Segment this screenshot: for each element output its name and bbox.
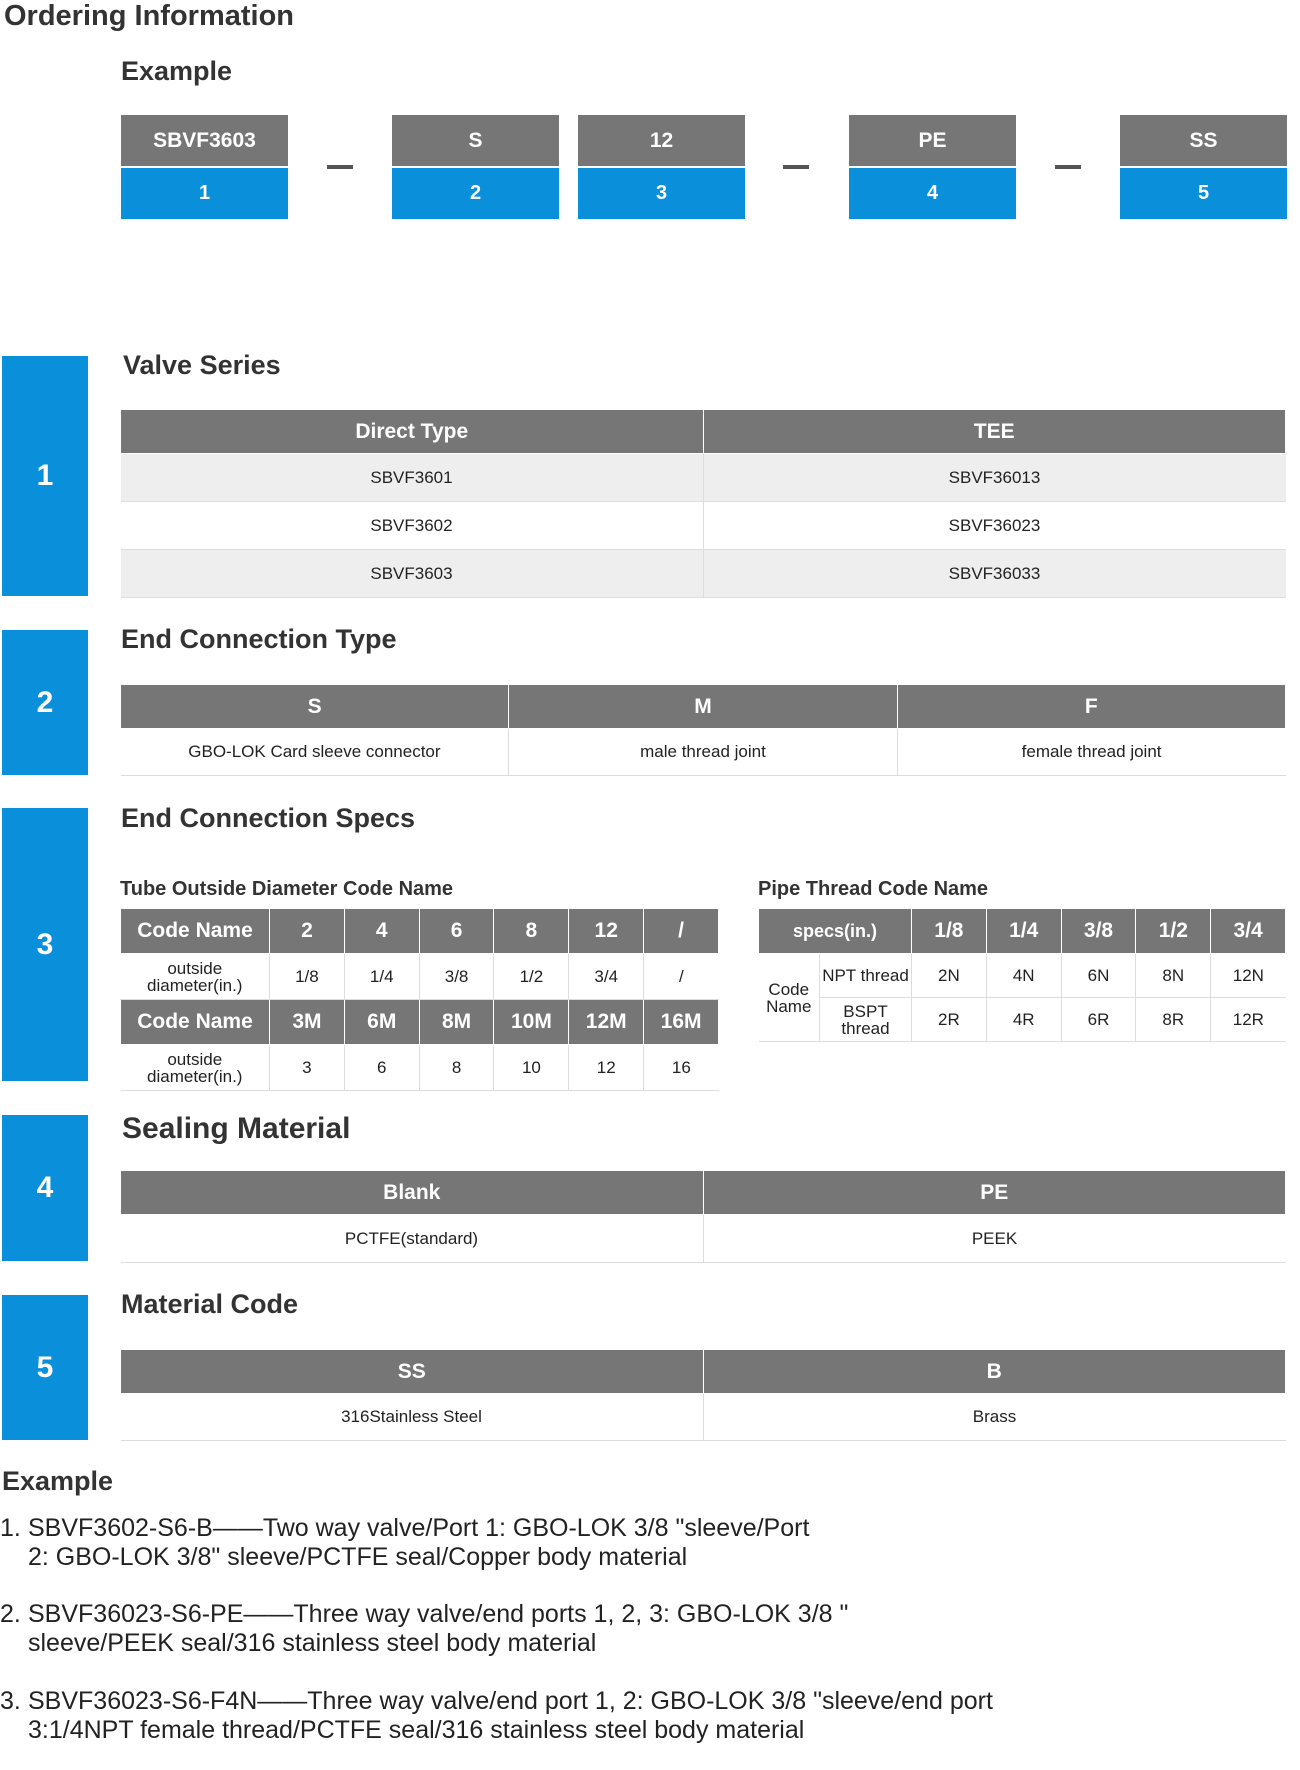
column-header: B [703, 1350, 1286, 1394]
table-cell: 1/4 [344, 954, 419, 1000]
page-title: Ordering Information [4, 0, 294, 32]
table-cell: 4R [986, 998, 1061, 1042]
column-header: / [644, 909, 719, 954]
section-number-1: 1 [2, 356, 88, 596]
example-line: 2: GBO-LOK 3/8" sleeve/PCTFE seal/Copper body material [28, 1543, 688, 1571]
example-code: SBVF3603 [121, 115, 288, 166]
examples-heading: Example [2, 1466, 114, 1496]
section-title-end-connection-specs: End Connection Specs [121, 803, 416, 833]
column-header: Code Name [121, 909, 270, 954]
example-index: 2 [392, 166, 559, 219]
column-header: S [121, 685, 509, 729]
table-cell: SBVF3601 [121, 454, 704, 502]
example-index: 1 [121, 166, 288, 219]
column-header: Direct Type [121, 410, 704, 454]
section-title-sealing-material: Sealing Material [122, 1112, 351, 1145]
table-cell: 3/4 [569, 954, 644, 1000]
example-code-box [392, 115, 559, 219]
column-header: 2 [270, 909, 345, 954]
material-code-table [120, 1349, 1286, 1441]
example-number: 1. [0, 1514, 21, 1542]
table-cell: SBVF36013 [703, 454, 1286, 502]
example-code-box [578, 115, 745, 219]
table-cell: 16 [644, 1045, 719, 1091]
example-code: S [392, 115, 559, 166]
section-number-2: 2 [2, 630, 88, 775]
example-heading: Example [121, 56, 233, 86]
example-line: SBVF36023-S6-F4N——Three way valve/end port 1, 2: GBO-LOK 3/8 "sleeve/end port [28, 1687, 993, 1715]
table-cell: SBVF3603 [121, 550, 704, 598]
table-cell: 316Stainless Steel [121, 1394, 704, 1441]
table-cell: male thread joint [509, 729, 897, 776]
table-cell: female thread joint [897, 729, 1285, 776]
section-number-3: 3 [2, 808, 88, 1081]
separator-dash [1055, 165, 1081, 169]
sealing-material-table [120, 1170, 1286, 1263]
example-number: 3. [0, 1687, 21, 1715]
table-cell: 8 [419, 1045, 494, 1091]
section-title-valve-series: Valve Series [123, 350, 281, 380]
row-label: outside diameter(in.) [121, 1045, 270, 1091]
column-header: 12M [569, 1000, 644, 1045]
table-cell: 8R [1136, 998, 1211, 1042]
column-header: TEE [703, 410, 1286, 454]
row-label: NPT thread [820, 954, 912, 998]
column-header: 10M [494, 1000, 569, 1045]
pipe-thread-table [758, 908, 1286, 1042]
example-code: PE [849, 115, 1016, 166]
column-header: 1/4 [986, 909, 1061, 954]
column-header: M [509, 685, 897, 729]
row-label: outside diameter(in.) [121, 954, 270, 1000]
example-index: 3 [578, 166, 745, 219]
example-code: SS [1120, 115, 1287, 166]
table-cell: 8N [1136, 954, 1211, 998]
table-cell: 6N [1061, 954, 1136, 998]
table-cell: Brass [703, 1394, 1286, 1441]
separator-dash [327, 165, 353, 169]
example-code-box [1120, 115, 1287, 219]
example-line: 3:1/4NPT female thread/PCTFE seal/316 stainless steel body material [28, 1716, 805, 1744]
table-cell: SBVF3602 [121, 502, 704, 550]
table-cell: 12N [1211, 954, 1286, 998]
column-header: Code Name [121, 1000, 270, 1045]
column-header: 3M [270, 1000, 345, 1045]
example-number: 2. [0, 1600, 21, 1628]
example-line: SBVF3602-S6-B——Two way valve/Port 1: GBO-LOK 3/8 "sleeve/Port [28, 1514, 810, 1542]
column-header: specs(in.) [759, 909, 912, 954]
column-header: 12 [569, 909, 644, 954]
row-label: Code Name [759, 954, 820, 1042]
column-header: 1/2 [1136, 909, 1211, 954]
column-header: 8M [419, 1000, 494, 1045]
example-code-box [121, 115, 288, 219]
table-cell: 12 [569, 1045, 644, 1091]
valve-series-table [120, 409, 1286, 598]
example-index: 5 [1120, 166, 1287, 219]
row-label: BSPT thread [820, 998, 912, 1042]
table-cell: 1/2 [494, 954, 569, 1000]
table-cell: 10 [494, 1045, 569, 1091]
table-cell: 1/8 [270, 954, 345, 1000]
column-header: 8 [494, 909, 569, 954]
column-header: SS [121, 1350, 704, 1394]
example-code-box [849, 115, 1016, 219]
section-number-4: 4 [2, 1115, 88, 1261]
column-header: Blank [121, 1171, 704, 1215]
table-cell: PCTFE(standard) [121, 1215, 704, 1263]
example-item [0, 1600, 1060, 1658]
table-cell: SBVF36023 [703, 502, 1286, 550]
table-cell: 2N [912, 954, 987, 998]
section-title-material-code: Material Code [121, 1289, 299, 1319]
section-title-end-connection-type: End Connection Type [121, 624, 397, 654]
table-cell: 6 [344, 1045, 419, 1091]
table-cell: GBO-LOK Card sleeve connector [121, 729, 509, 776]
pipe-table-title: Pipe Thread Code Name [758, 878, 989, 900]
table-cell: 12R [1211, 998, 1286, 1042]
table-cell: 6R [1061, 998, 1136, 1042]
column-header: F [897, 685, 1285, 729]
table-cell: 2R [912, 998, 987, 1042]
section-number-5: 5 [2, 1295, 88, 1440]
end-connection-type-table [120, 684, 1286, 776]
table-cell: SBVF36033 [703, 550, 1286, 598]
separator-dash [783, 165, 809, 169]
example-line: SBVF36023-S6-PE——Three way valve/end ports 1, 2, 3: GBO-LOK 3/8 " [28, 1600, 849, 1628]
column-header: 16M [644, 1000, 719, 1045]
table-cell: 4N [986, 954, 1061, 998]
column-header: 6M [344, 1000, 419, 1045]
column-header: 6 [419, 909, 494, 954]
example-line: sleeve/PEEK seal/316 stainless steel body material [28, 1629, 597, 1657]
column-header: 1/8 [912, 909, 987, 954]
column-header: 3/4 [1211, 909, 1286, 954]
column-header: 4 [344, 909, 419, 954]
tube-table-title: Tube Outside Diameter Code Name [120, 878, 454, 900]
column-header: 3/8 [1061, 909, 1136, 954]
table-cell: PEEK [703, 1215, 1286, 1263]
example-code: 12 [578, 115, 745, 166]
column-header: PE [703, 1171, 1286, 1215]
example-index: 4 [849, 166, 1016, 219]
table-cell: 3 [270, 1045, 345, 1091]
example-item [0, 1514, 1060, 1572]
tube-od-table [120, 908, 719, 1091]
table-cell: 3/8 [419, 954, 494, 1000]
table-cell: / [644, 954, 719, 1000]
example-item [0, 1687, 1060, 1745]
